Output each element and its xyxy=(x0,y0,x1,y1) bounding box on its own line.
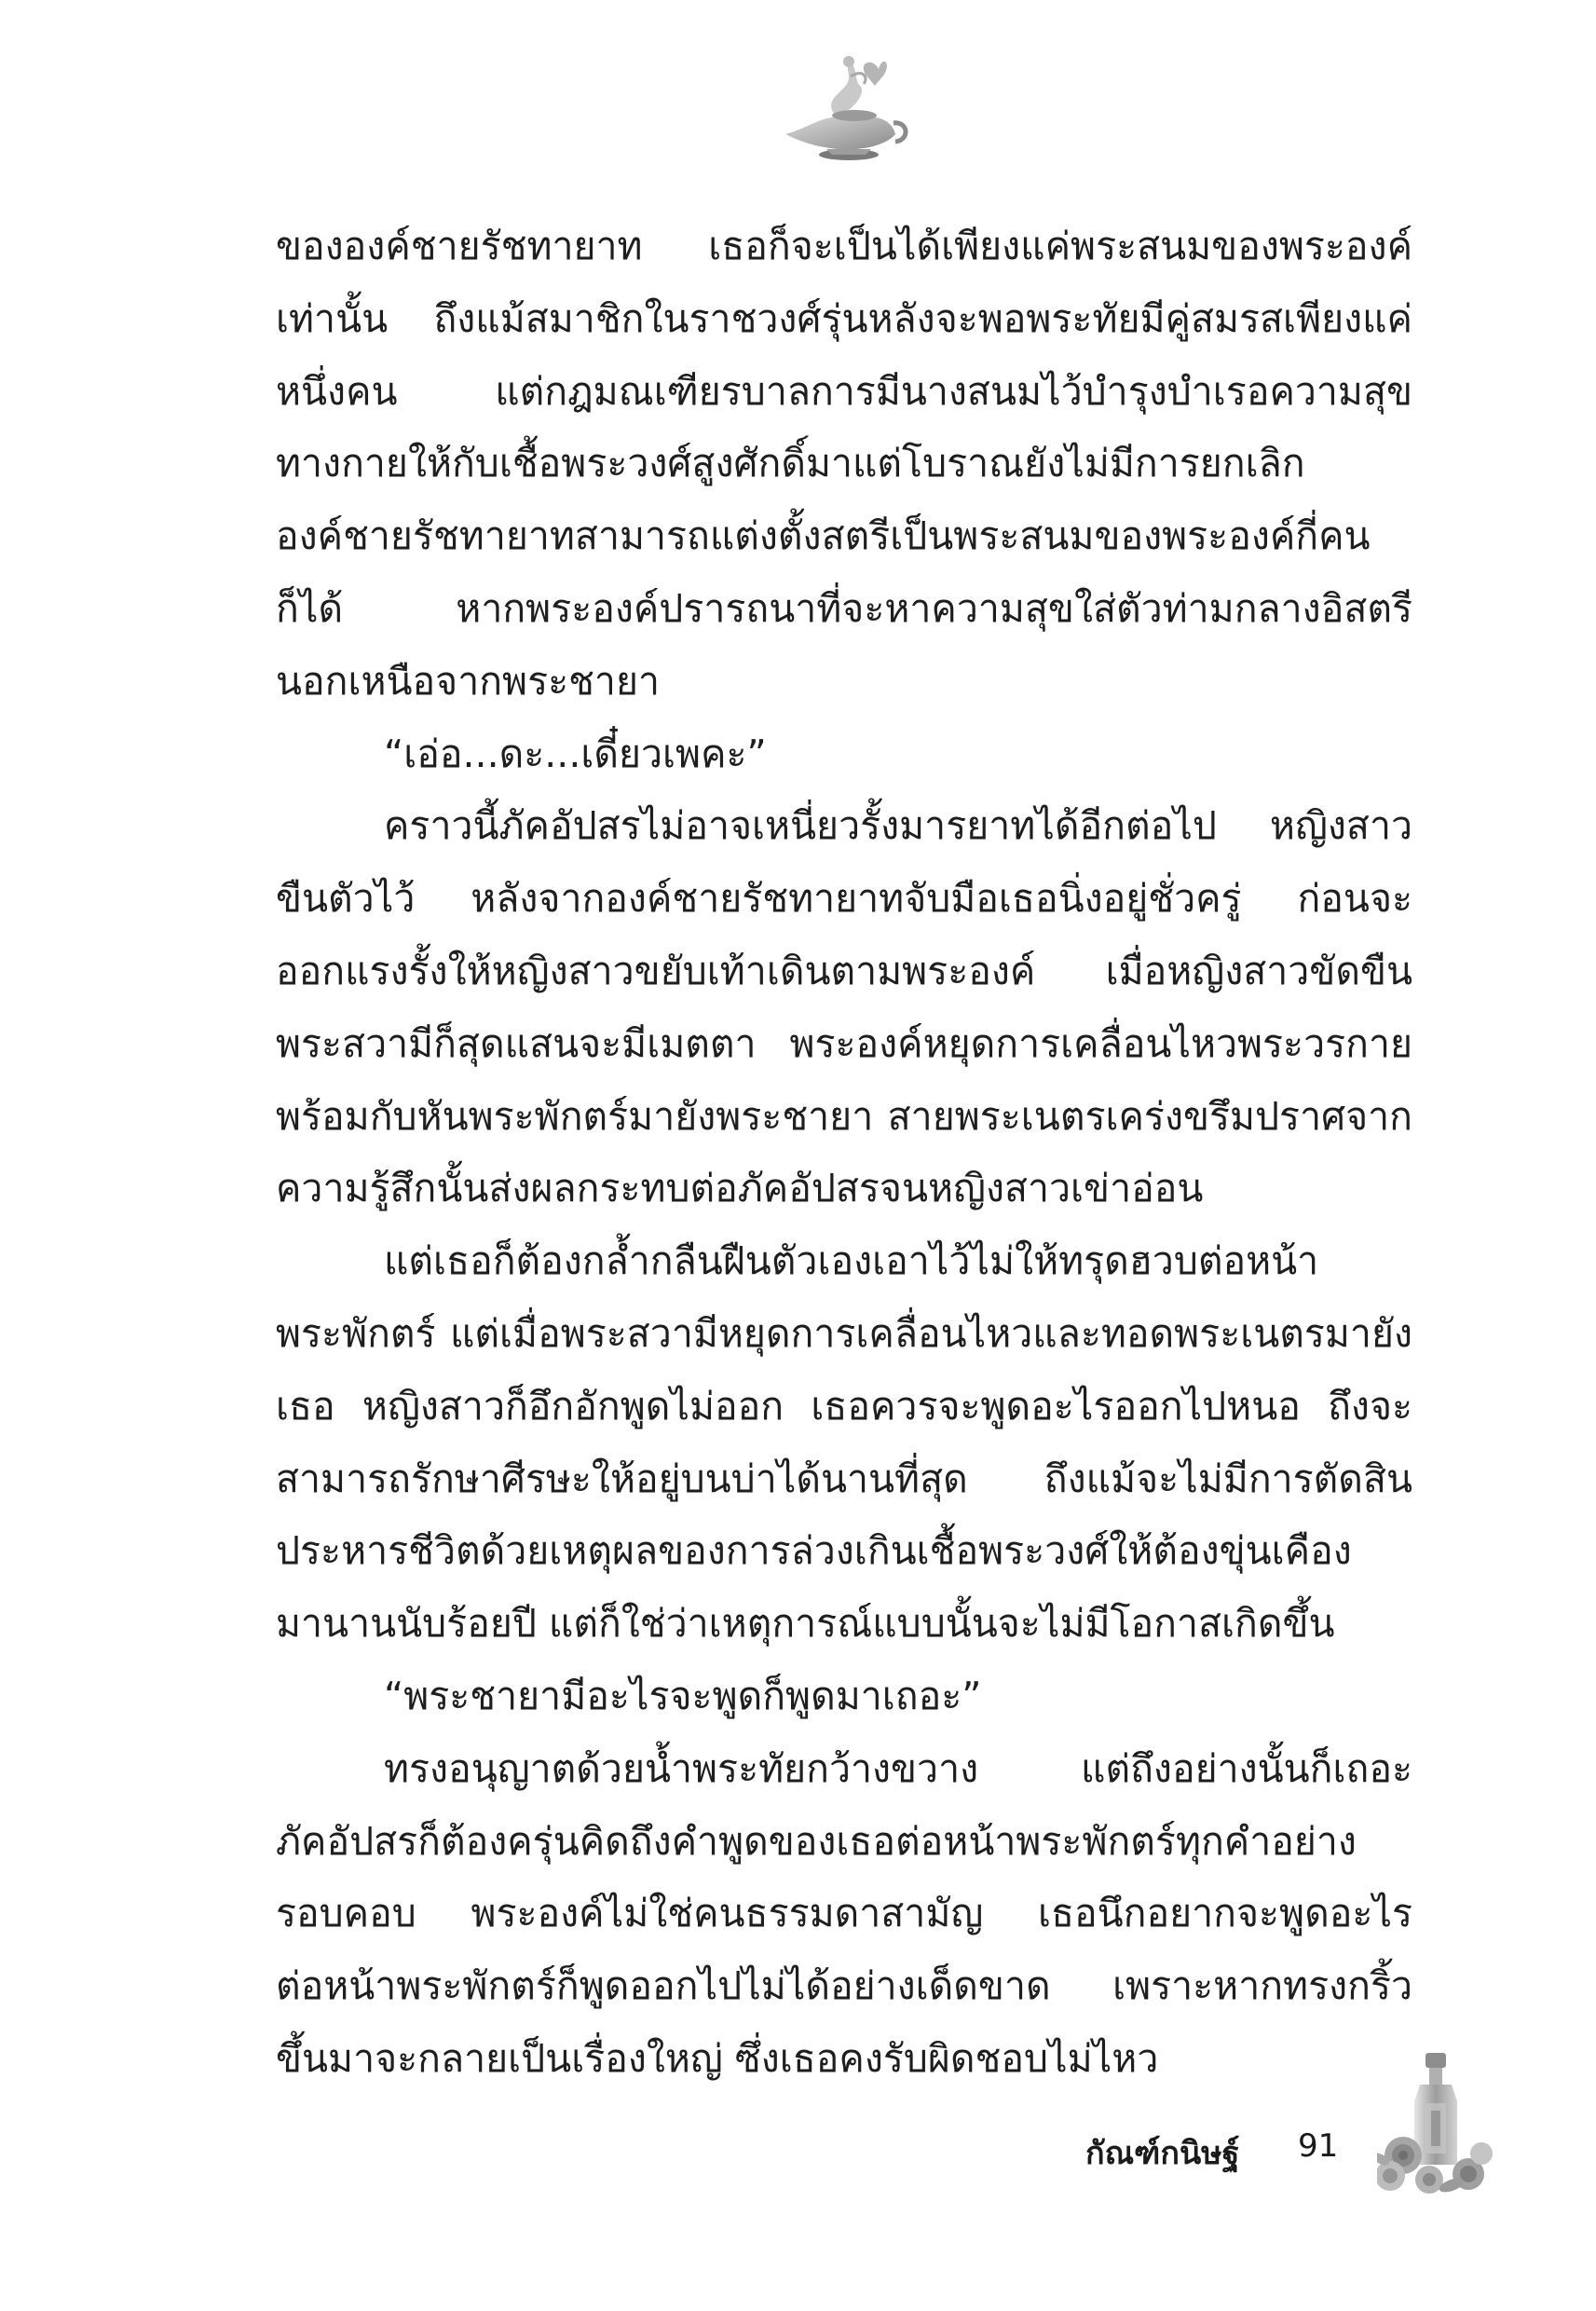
paragraph-line: เธอ หญิงสาวก็อึกอักพูดไม่ออก เธอควรจะพูดอะไรออกไปหนอ ถึงจะ xyxy=(276,1383,1412,1429)
paragraph-line: ทรงอนุญาตด้วยน้ำพระทัยกว้างขวาง แต่ถึงอย่างนั้นก็เถอะ xyxy=(384,1745,1412,1791)
body-text xyxy=(276,211,1412,2096)
paragraph-line: คราวนี้ภัคอัปสรไม่อาจเหนี่ยวรั้งมารยาทได้อีกต่อไป หญิงสาว xyxy=(384,803,1412,849)
paragraph-line: ทางกายให้กับเชื้อพระวงศ์สูงศักดิ์มาแต่โบราณยังไม่มีการยกเลิก xyxy=(276,441,1305,486)
paragraph-line: นอกเหนือจากพระชายา xyxy=(276,658,661,704)
paragraph-line: ขึ้นมาจะกลายเป็นเรื่องใหญ่ ซึ่งเธอคงรับผิดชอบไม่ไหว xyxy=(276,2035,1159,2081)
paragraph-line: ต่อหน้าพระพักตร์ก็พูดออกไปไม่ได้อย่างเด็ดขาด เพราะหากทรงกริ้ว xyxy=(276,1963,1412,2009)
paragraph-line: ออกแรงรั้งให้หญิงสาวขยับเท้าเดินตามพระองค์ เมื่อหญิงสาวขัดขืน xyxy=(276,948,1412,993)
paragraph-line: เท่านั้น ถึงแม้สมาชิกในราชวงศ์รุ่นหลังจะพอพระทัยมีคู่สมรสเพียงแค่ xyxy=(276,295,1412,341)
dialogue-line: “พระชายามีอะไรจะพูดก็พูดมาเถอะ” xyxy=(384,1673,982,1718)
paragraph-line: แต่เธอก็ต้องกล้ำกลืนฝืนตัวเองเอาไว้ไม่ให้ทรุดฮวบต่อหน้า xyxy=(384,1238,1319,1284)
paragraph-line: พระสวามีก็สุดแสนจะมีเมตตา พระองค์หยุดการเคลื่อนไหวพระวรกาย xyxy=(276,1020,1412,1066)
paragraph-line: ประหารชีวิตด้วยเหตุผลของการล่วงเกินเชื้อพระวงศ์ให้ต้องขุ่นเคือง xyxy=(276,1528,1352,1574)
paragraph-line: สามารถรักษาศีรษะให้อยู่บนบ่าได้นานที่สุด ถึงแม้จะไม่มีการตัดสิน xyxy=(276,1456,1412,1501)
paragraph-line: ขืนตัวไว้ หลังจากองค์ชายรัชทายาทจับมือเธอนิ่งอยู่ชั่วครู่ ก่อนจะ xyxy=(276,876,1412,922)
paragraph-line: พระพักตร์ แต่เมื่อพระสวามีหยุดการเคลื่อนไหวและทอดพระเนตรมายัง xyxy=(276,1310,1412,1356)
paragraph-line: ภัคอัปสรก็ต้องครุ่นคิดถึงคำพูดของเธอต่อหน้าพระพักตร์ทุกคำอย่าง xyxy=(276,1818,1357,1864)
lamp-with-genie-icon xyxy=(769,48,918,170)
paragraph-line: มานานนับร้อยปี แต่ก็ใช่ว่าเหตุการณ์แบบนั้นจะไม่มีโอกาสเกิดขึ้น xyxy=(276,1601,1335,1647)
crystal-bottle-with-roses-icon xyxy=(1377,2045,1498,2195)
paragraph-line: รอบคอบ พระองค์ไม่ใช่คนธรรมดาสามัญ เธอนึกอยากจะพูดอะไร xyxy=(276,1891,1412,1936)
dialogue-line: “เอ่อ...ดะ...เดี๋ยวเพคะ” xyxy=(384,731,767,776)
book-title: กัณฑ์กนิษฐ์ xyxy=(1085,2135,1240,2172)
paragraph-line: ขององค์ชายรัชทายาท เธอก็จะเป็นได้เพียงแค่พระสนมของพระองค์ xyxy=(276,224,1412,268)
paragraph-line: หนึ่งคน แต่กฎมณเฑียรบาลการมีนางสนมไว้บำรุงบำเรอความสุข xyxy=(276,368,1412,414)
paragraph-line: พร้อมกับหันพระพักตร์มายังพระชายา สายพระเนตรเคร่งขรึมปราศจาก xyxy=(276,1093,1412,1139)
paragraph-line: ก็ได้ หากพระองค์ปรารถนาที่จะหาความสุขใส่ตัวท่ามกลางอิสตรี xyxy=(276,585,1412,631)
page-number: 91 xyxy=(1298,2127,1339,2165)
paragraph-line: องค์ชายรัชทายาทสามารถแต่งตั้งสตรีเป็นพระสนมของพระองค์กี่คน xyxy=(276,513,1371,559)
paragraph-line: ความรู้สึกนั้นส่งผลกระทบต่อภัคอัปสรจนหญิงสาวเข่าอ่อน xyxy=(276,1166,1204,1211)
